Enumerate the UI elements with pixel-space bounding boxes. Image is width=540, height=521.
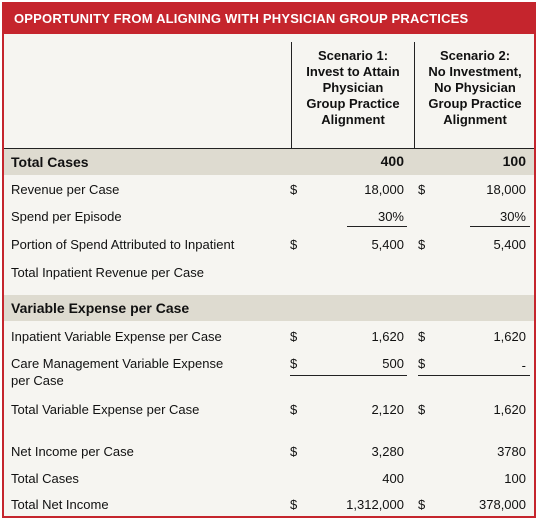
table-row [4,325,534,351]
scenario1-dollar: $ [290,497,298,512]
scenario1-value: 3,280 [371,444,404,459]
scenario2-value: - [521,358,526,373]
scenario1-value: 1,312,000 [346,497,404,512]
scenario2-line: No Investment, [428,64,522,79]
scenario1-dollar: $ [290,356,298,371]
scenario1-value: 5,400 [371,237,404,252]
row-label: Total Net Income [11,497,109,512]
row-label: Variable Expense per Case [11,300,190,316]
table-row [4,233,534,259]
scenario1-dollar: $ [290,444,298,459]
row-label: Inpatient Variable Expense per Case [11,329,222,344]
subtotal-rule [418,375,530,376]
row-label [11,355,223,389]
scenario1-dollar: $ [290,402,298,417]
scenario2-header [415,48,535,128]
row-label: Portion of Spend Attributed to Inpatient [11,237,235,252]
table-row [4,205,534,231]
scenario2-value: 30% [499,209,526,224]
scenario1-value: 400 [382,471,404,486]
scenario2-value: 1,620 [493,402,526,417]
scenario1-line: Group Practice [306,96,400,111]
scenario2-line: Group Practice [428,96,522,111]
subtotal-rule [470,226,530,227]
row-label: Net Income per Case [11,444,134,459]
row-label: Total Variable Expense per Case [11,402,200,417]
scenario2-value: 100 [502,153,526,169]
scenario1-value: 500 [382,356,404,371]
scenario2-dollar: $ [418,237,426,252]
table-row [4,494,534,518]
scenario1-line: Scenario 1: [317,48,389,63]
scenario2-value: 18,000 [486,182,526,197]
table-row [4,295,534,321]
scenario2-line: No Physician [434,80,516,95]
header-divider [4,148,534,149]
scenario2-dollar: $ [418,402,426,417]
table-row [4,261,534,287]
scenario1-value: 1,620 [371,329,404,344]
subtotal-rule [290,375,407,376]
scenario1-header [292,48,414,128]
scenario2-value: 378,000 [479,497,526,512]
scenario1-line: Physician [322,80,384,95]
table-row [4,178,534,204]
scenario2-value: 5,400 [493,237,526,252]
scenario1-value: 2,120 [371,402,404,417]
row-label: Revenue per Case [11,182,120,197]
table-row [4,440,534,466]
scenario1-dollar: $ [290,182,298,197]
row-label-line: per Case [11,373,64,388]
scenario2-dollar: $ [418,356,426,371]
row-label: Total Cases [11,154,89,170]
row-label: Spend per Episode [11,209,122,224]
scenario1-value: 30% [377,209,404,224]
scenario1-dollar: $ [290,329,298,344]
table-row [4,149,534,175]
row-label: Total Cases [11,471,79,486]
subtotal-rule [347,226,407,227]
scenario1-value: 18,000 [364,182,404,197]
table-row [4,467,534,493]
row-label-line: Care Management Variable Expense [11,356,224,371]
scenario1-line: Alignment [321,112,385,127]
scenario2-line: Alignment [443,112,507,127]
scenario1-line: Invest to Attain [306,64,400,79]
scenario2-dollar: $ [418,182,426,197]
table-frame [2,2,536,518]
table-row [4,398,534,424]
scenario2-value: 3780 [497,444,526,459]
scenario2-value: 100 [504,471,526,486]
scenario1-value: 400 [380,153,404,169]
table-row [4,352,534,392]
table-title: OPPORTUNITY FROM ALIGNING WITH PHYSICIAN GROUP PRACTICES [4,4,534,34]
scenario1-dollar: $ [290,237,298,252]
scenario2-dollar: $ [418,329,426,344]
scenario2-value: 1,620 [493,329,526,344]
scenario2-line: Scenario 2: [439,48,511,63]
row-label: Total Inpatient Revenue per Case [11,265,204,280]
scenario2-dollar: $ [418,497,426,512]
